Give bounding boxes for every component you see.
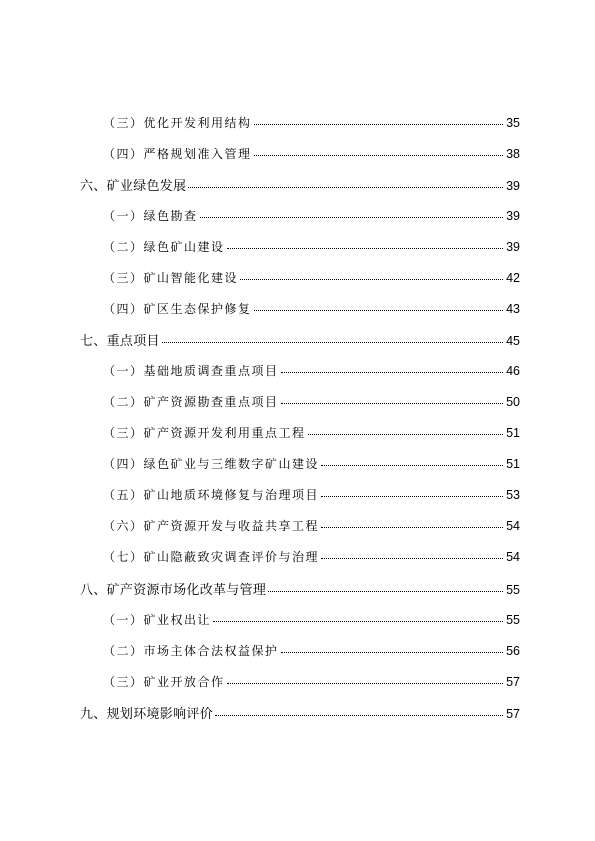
toc-entry-page: 56 [506, 644, 520, 658]
dot-leader [213, 621, 503, 622]
toc-entry-title: （二）矿产资源勘查重点项目 [103, 395, 279, 409]
toc-entry-page: 42 [506, 271, 520, 285]
dot-leader [215, 715, 503, 716]
dot-leader [254, 155, 504, 156]
toc-entry[interactable] [103, 300, 520, 317]
toc-entry[interactable] [103, 486, 520, 503]
dot-leader [162, 342, 503, 343]
dot-leader [281, 652, 504, 653]
toc-entry-page: 38 [506, 147, 520, 161]
toc-entry[interactable] [103, 642, 520, 659]
toc-entry[interactable] [103, 238, 520, 255]
toc-entry[interactable] [103, 145, 520, 162]
toc-chapter-title: 六、矿业绿色发展 [80, 179, 187, 194]
toc-chapter[interactable] [80, 703, 520, 722]
dot-leader [254, 310, 504, 311]
toc-entry-page: 53 [506, 488, 520, 502]
toc-entry-page: 54 [506, 519, 520, 533]
dot-leader [268, 591, 503, 592]
toc-entry-title: （三）矿业开放合作 [103, 675, 225, 689]
toc-entry-page: 55 [506, 613, 520, 627]
toc-entry-title: （三）矿产资源开发利用重点工程 [103, 426, 306, 440]
dot-leader [254, 124, 504, 125]
dot-leader [321, 465, 503, 466]
toc-entry[interactable] [103, 424, 520, 441]
toc-chapter-page: 57 [506, 707, 520, 721]
toc-chapter-page: 39 [506, 179, 520, 193]
toc-entry-page: 51 [506, 426, 520, 440]
toc-chapter[interactable] [80, 175, 520, 194]
toc-entry-title: （七）矿山隐蔽致灾调查评价与治理 [103, 550, 320, 564]
toc-entry-page: 46 [506, 364, 520, 378]
toc-entry-title: （一）基础地质调查重点项目 [103, 364, 279, 378]
toc-entry[interactable] [103, 362, 520, 379]
toc-entry[interactable] [103, 114, 520, 131]
dot-leader [240, 279, 503, 280]
toc-chapter-title: 七、重点项目 [80, 334, 160, 349]
dot-leader [321, 496, 503, 497]
toc-chapter-title: 八、矿产资源市场化改革与管理 [80, 583, 267, 598]
toc-entry-page: 51 [506, 457, 520, 471]
toc-entry-title: （三）矿山智能化建设 [103, 271, 239, 285]
toc-entry-page: 43 [506, 302, 520, 316]
toc-entry-title: （三）优化开发利用结构 [103, 116, 252, 130]
toc-entry[interactable] [103, 517, 520, 534]
toc-entry-title: （四）矿区生态保护修复 [103, 302, 252, 316]
dot-leader [281, 403, 504, 404]
toc-chapter[interactable] [80, 579, 520, 598]
toc-entry[interactable] [103, 269, 520, 286]
toc-entry-page: 57 [506, 675, 520, 689]
dot-leader [188, 187, 503, 188]
toc-entry-title: （五）矿山地质环境修复与治理项目 [103, 488, 320, 502]
toc-chapter-page: 55 [506, 583, 520, 597]
toc-entry-title: （二）绿色矿山建设 [103, 240, 225, 254]
toc-entry[interactable] [103, 207, 520, 224]
toc-entry-title: （四）绿色矿业与三维数字矿山建设 [103, 457, 320, 471]
toc-entry-title: （六）矿产资源开发与收益共享工程 [103, 519, 320, 533]
toc-entry-page: 54 [506, 550, 520, 564]
toc-entry-page: 39 [506, 209, 520, 223]
toc-chapter-title: 九、规划环境影响评价 [80, 707, 214, 722]
dot-leader [321, 527, 503, 528]
dot-leader [321, 558, 503, 559]
toc-entry[interactable] [103, 611, 520, 628]
toc-entry-title: （二）市场主体合法权益保护 [103, 644, 279, 658]
toc-entry[interactable] [103, 548, 520, 565]
dot-leader [281, 372, 504, 373]
toc-entry-title: （四）严格规划准入管理 [103, 147, 252, 161]
dot-leader [308, 434, 504, 435]
toc-entry-title: （一）绿色勘查 [103, 209, 198, 223]
toc-chapter-page: 45 [506, 334, 520, 348]
toc-chapter[interactable] [80, 330, 520, 349]
toc-entry[interactable] [103, 673, 520, 690]
toc-entry-page: 35 [506, 116, 520, 130]
dot-leader [227, 683, 504, 684]
dot-leader [200, 217, 504, 218]
toc-entry[interactable] [103, 455, 520, 472]
toc-entry-title: （一）矿业权出让 [103, 613, 212, 627]
toc-entry-page: 50 [506, 395, 520, 409]
toc-entry[interactable] [103, 393, 520, 410]
toc-entry-page: 39 [506, 240, 520, 254]
dot-leader [227, 248, 504, 249]
